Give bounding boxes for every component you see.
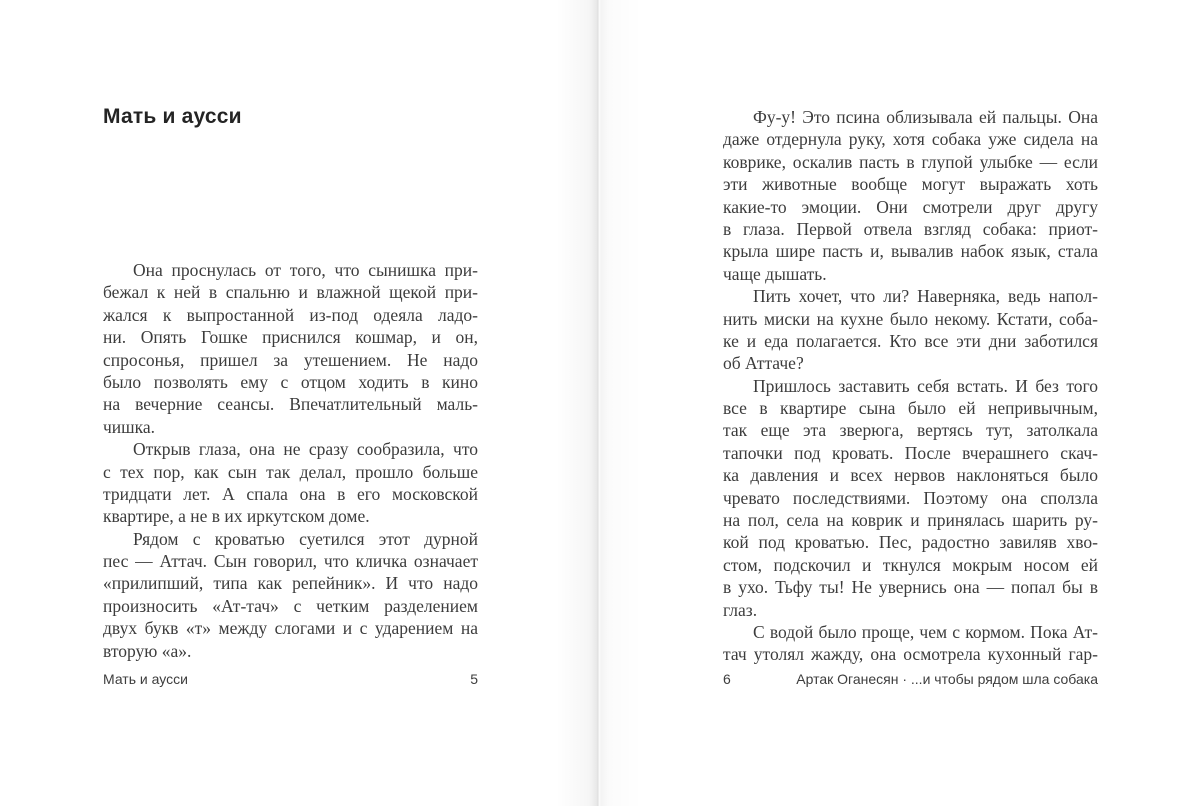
text-line: квартире, а не в их иркутском доме. (103, 506, 370, 527)
text-line: Она проснулась от того, что сынишка при- (133, 260, 478, 280)
text-line: тапочки под кровать. После вчерашнего скач- (723, 442, 1098, 463)
text-line: стом, подскочил и ткнулся мокрым носом ей (723, 554, 1098, 575)
text-line: крыла шире пасть и, вывалив набок язык, стала (723, 241, 1098, 262)
text-line: «прилипший, типа как репейник». И что надо (103, 573, 478, 594)
text-line: С водой было проще, чем с кормом. Пока Ат- (753, 621, 1098, 642)
text-line: ни. Опять Гошке приснился кошмар, и он, (103, 327, 478, 348)
text-line: нить миски на кухне было некому. Кстати, соба- (723, 308, 1098, 329)
text-line: Рядом с кроватью суетился этот дурной (133, 528, 478, 549)
text-line: в ухо. Тьфу ты! Не увернись она — попал бы в (723, 577, 1098, 598)
text-line: все в квартире сына было ей непривычным, (723, 398, 1098, 419)
paragraph (723, 106, 1098, 285)
text-line: кой под кроватью. Пес, радостно завиляв хво- (723, 532, 1098, 553)
paragraph (103, 438, 478, 528)
text-line: Фу-у! Это псина облизывала ей пальцы. Она (753, 107, 1098, 127)
text-line: было позволять ему с отцом ходить в кино (103, 371, 478, 392)
text-line: произносить «Ат-тач» с четким разделением (103, 595, 478, 616)
text-line: так еще эта зверюга, вертясь тут, затолкала (723, 420, 1098, 441)
right-page-number: 6 (723, 671, 731, 687)
text-line: какие-то эмоции. Они смотрели друг другу (723, 196, 1098, 217)
text-line: ка давления и всех нервов наклоняться было (723, 465, 1098, 486)
running-chapter-title: Мать и аусси (103, 671, 188, 687)
left-page-number: 5 (470, 671, 478, 687)
text-line: Пришлось заставить себя встать. И без того (753, 375, 1098, 396)
text-line: Открыв глаза, она не сразу сообразила, что (133, 439, 478, 460)
text-line: чишка. (103, 416, 156, 437)
paragraph (723, 621, 1098, 666)
text-line: тач утолял жажду, она осмотрела кухонный гар- (723, 644, 1098, 665)
text-line: коврике, оскалив пасть в глупой улыбке — если (723, 151, 1098, 172)
left-page-footer (103, 671, 478, 687)
text-line: в глаза. Первой отвела взгляд собака: приот- (723, 218, 1098, 239)
text-line: ке и еда полагается. Кто все эти дни заботился (723, 330, 1098, 351)
text-line: об Аттаче? (723, 353, 804, 374)
text-line: глаз. (723, 599, 758, 620)
paragraph (723, 375, 1098, 621)
paragraph (103, 528, 478, 662)
text-line: эти животные вообще могут выражать хоть (723, 174, 1098, 195)
text-line: вторую «а». (103, 640, 192, 661)
left-page-text (103, 259, 478, 662)
text-line: чревато последствиями. Поэтому она сползла (723, 487, 1098, 508)
text-line: жался к выпростанной из-под одеяла ладо- (103, 304, 478, 325)
text-line: с тех пор, как сын так делал, прошло больше (103, 461, 478, 482)
text-line: бежал к ней в спальню и влажной щекой при- (103, 282, 478, 303)
text-line: тридцати лет. А спала она в его московской (103, 483, 478, 504)
text-line: на пол, села на коврик и принялась шарить ру- (723, 510, 1098, 531)
text-line: двух букв «т» между слогами и с ударением на (103, 618, 478, 639)
text-line: чаще дышать. (723, 263, 827, 284)
paragraph (723, 285, 1098, 375)
chapter-title: Мать и аусси (103, 105, 242, 128)
text-line: пес — Аттач. Сын говорил, что кличка означает (103, 551, 478, 572)
right-page-footer (723, 671, 1098, 687)
book-spine-divider (556, 0, 642, 806)
paragraph (103, 259, 478, 438)
text-line: на вечерние сеансы. Впечатлительный маль- (103, 394, 478, 415)
text-line: спросонья, пришел за утешением. Не надо (103, 349, 478, 370)
right-page-text (723, 106, 1098, 666)
text-line: даже отдернула руку, хотя собака уже сидела на (723, 129, 1098, 150)
running-book-title: Артак Оганесян · ...и чтобы рядом шла собака (796, 671, 1098, 687)
text-line: Пить хочет, что ли? Наверняка, ведь напол- (753, 286, 1098, 307)
